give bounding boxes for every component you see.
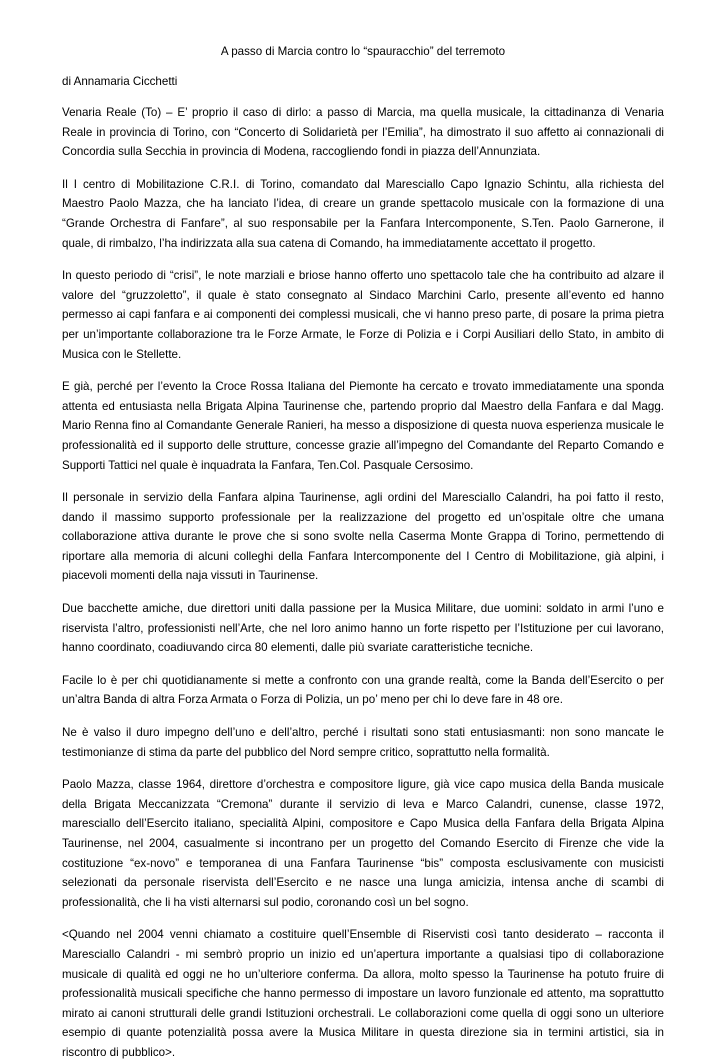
paragraph-10: <Quando nel 2004 venni chiamato a costituire quell’Ensemble di Riservisti così tanto desiderato – racconta il Maresciallo Calandri - mi sembrò proprio un inizio ed un’apertura importante a qualsiasi tipo di collaborazione musicale di qualità ed oggi ne ho un’ulteriore conferma. Da allora, molto spesso la Taurinense ha potuto fruire di professionalità musicali specifiche che hanno permesso di impostare un lavoro funzionale ed attento, ma soprattutto mirato ai canoni strutturali delle grandi Istituzioni orchestrali. Le collaborazioni come quella di oggi sono un ulteriore esempio di quante potenzialità possa avere la Musica Militare in questa direzione sia in termini artistici, sia in riscontro di pubblico>. bbox=[62, 928, 664, 1059]
paragraph-7: Facile lo è per chi quotidianamente si mette a confronto con una grande realtà, come la Banda dell’Esercito o per un’altra Banda di altra Forza Armata o Forza di Polizia, un po’ meno per chi lo deve fare in 48 ore. bbox=[62, 673, 664, 707]
paragraph-9: Paolo Mazza, classe 1964, direttore d’orchestra e compositore ligure, già vice capo musica della Banda musicale della Brigata Meccanizzata “Cremona” durante il servizio di leva e Marco Calandri, cunense, classe 1972, maresciallo dell’Esercito italiano, specialità Alpini, compositore e Capo Musica della Fanfara della Brigata Alpina Taurinense, nel 2004, casualmente si incontrano per un progetto del Comando Esercito di Firenze che vide la costituzione “ex-novo” e temporanea di una Fanfara Taurinense “bis” composta esclusivamente con musicisti selezionati da personale riservista dell’Esercito e ne nasce una lunga amicizia, intensa anche di scambi di professionalità, che li ha visti alternarsi sul podio, coronando così un bel sogno. bbox=[62, 778, 664, 909]
paragraph-5: Il personale in servizio della Fanfara alpina Taurinense, agli ordini del Maresciallo Calandri, ha poi fatto il resto, dando il massimo supporto professionale per la realizzazione del progetto ed un’ospitale oltre che umana collaborazione attiva durante le prove che si sono svolte nella Caserma Monte Grappa di Torino, permettendo di riportare alla memoria di alcuni colleghi della Fanfara Intercomponente del I Centro di Mobilitazione, già alpini, i piacevoli momenti della naja vissuti in Taurinense. bbox=[62, 491, 664, 583]
paragraph-1: Venaria Reale (To) – E’ proprio il caso di dirlo: a passo di Marcia, ma quella musicale, la cittadinanza di Venaria Reale in provincia di Torino, con “Concerto di Solidarietà per l’Emilia”, ha dimostrato il suo affetto ai connazionali di Concordia sulla Secchia in provincia di Modena, raccogliendo fondi in piazza dell’Annunziata. bbox=[62, 106, 664, 159]
paragraph-2: Il I centro di Mobilitazione C.R.I. di Torino, comandato dal Maresciallo Capo Ignazio Schintu, alla richiesta del Maestro Paolo Mazza, che ha lanciato l’idea, di creare un grande spettacolo musicale con la formazione di una “Grande Orchestra di Fanfare”, al suo responsabile per la Fanfara Intercomponente, S.Ten. Paolo Garnerone, il quale, di rimbalzo, l’ha indirizzata alla sua catena di Comando, ha immediatamente accettato il progetto. bbox=[62, 177, 664, 250]
article-author: di Annamaria Cicchetti bbox=[62, 75, 178, 88]
paragraph-8: Ne è valso il duro impegno dell’uno e dell’altro, perché i risultati sono stati entusiasmanti: non sono mancate le testimonianze di stima da parte del pubblico del Nord sempre critico, soprattutto nella formalità. bbox=[62, 726, 664, 759]
article-title: A passo di Marcia contro lo “spauracchio” del terremoto bbox=[220, 45, 506, 58]
paragraph-3: In questo periodo di “crisi”, le note marziali e briose hanno offerto uno spettacolo tale che ha contribuito ad alzare il valore del “gruzzoletto”, il quale è stato consegnato al Sindaco Marchini Carlo, presente all’evento ed hanno permesso ai capi fanfara e ai componenti dei complessi musicali, che vi hanno preso parte, di posare la prima pietra per un’importante collaborazione tra le Forze Armate, le Forze di Polizia e i Corpi Ausiliari dello Stato, in ambito di Musica con le Stellette. bbox=[62, 269, 664, 361]
paragraph-4: E già, perché per l’evento la Croce Rossa Italiana del Piemonte ha cercato e trovato immediatamente una sponda attenta ed entusiasta nella Brigata Alpina Taurinense che, partendo proprio dal Maestro della Fanfara e dal Magg. Mario Renna fino al Comandante Generale Ranieri, ha messo a disposizione di questa nuova esperienza musicale le professionalità ed il supporto delle strutture, concesse grazie all’impegno del Comandante del Reparto Comando e Supporti Tattici nel quale è inquadrata la Fanfara, Ten.Col. Pasquale Cersosimo. bbox=[62, 380, 664, 472]
paragraph-6: Due bacchette amiche, due direttori uniti dalla passione per la Musica Militare, due uomini: soldato in armi l’uno e riservista l’altro, professionisti nell’Arte, che nel loro animo hanno un forte rispetto per l’Istituzione per cui lavorano, hanno coordinato, coadiuvando circa 80 elementi, dalle più svariate caratteristiche tecniche. bbox=[62, 602, 664, 655]
